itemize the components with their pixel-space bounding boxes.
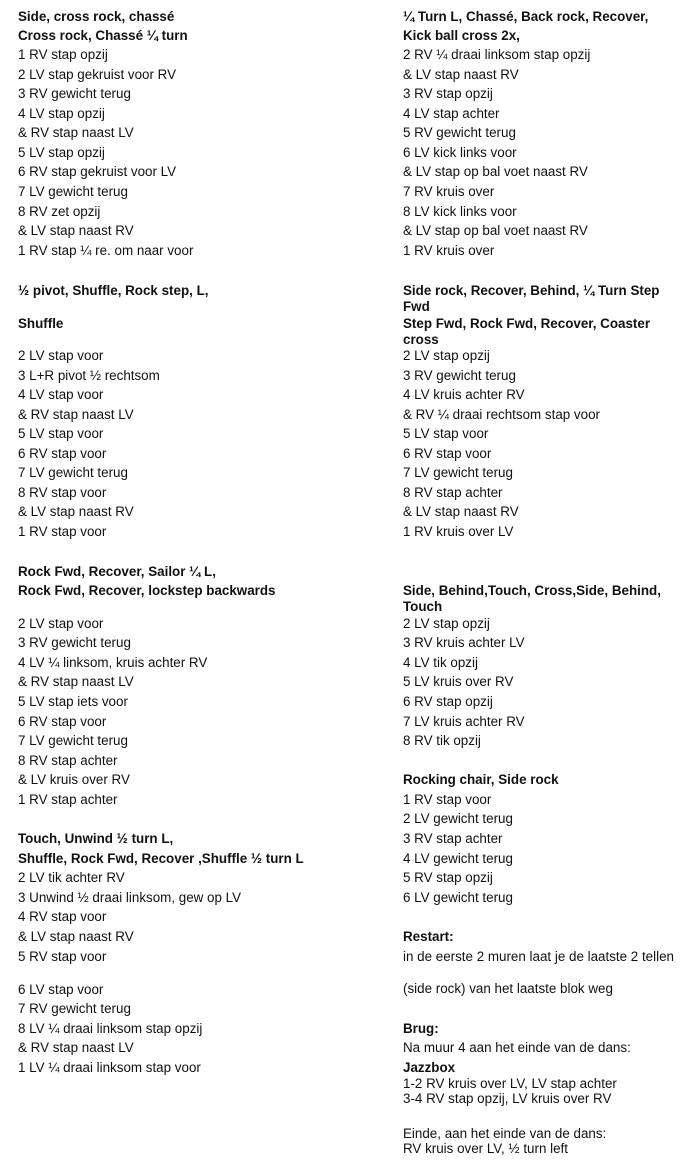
step-line: 4 LV stap opzij (18, 106, 105, 121)
step-line: 7 LV gewicht terug (18, 733, 128, 748)
restart-text: (side rock) van het laatste blok weg (403, 981, 613, 996)
step-line: 4 LV kruis achter RV (403, 387, 525, 402)
step-line: 4 LV stap voor (18, 387, 104, 402)
step-line: 5 LV stap iets voor (18, 694, 128, 709)
step-line: 6 RV stap gekruist voor LV (18, 164, 177, 179)
step-line: 8 LV kick links voor (403, 204, 517, 219)
brug-title: Brug: (403, 1021, 439, 1036)
step-line: 7 LV gewicht terug (403, 465, 513, 480)
step-line: 7 LV kruis achter RV (403, 714, 525, 729)
step-line: 3 Unwind ½ draai linksom, gew op LV (18, 890, 242, 905)
step-line: 1 RV kruis over LV (403, 524, 514, 539)
step-line: & LV stap naast RV (403, 67, 519, 82)
step-line: & LV stap naast RV (18, 223, 134, 238)
step-line: 5 LV kruis over RV (403, 674, 514, 689)
step-line: 5 LV stap voor (18, 426, 104, 441)
step-line: 5 RV stap opzij (403, 870, 493, 885)
step-line: 3 RV gewicht terug (403, 368, 516, 383)
step-line: 5 LV stap opzij (18, 145, 105, 160)
step-line: 2 LV stap voor (18, 348, 104, 363)
step-line: 6 RV stap opzij (403, 694, 493, 709)
step-line: 4 LV gewicht terug (403, 851, 513, 866)
section-title: Rock Fwd, Recover, lockstep backwards (18, 583, 276, 598)
step-line: 2 LV gewicht terug (403, 811, 513, 826)
step-line: & RV stap naast LV (18, 1040, 134, 1055)
step-line: 8 LV ¼ draai linksom stap opzij (18, 1021, 203, 1036)
step-line: 8 RV stap voor (18, 485, 107, 500)
step-line: 5 RV gewicht terug (403, 125, 516, 140)
step-line: 2 LV stap voor (18, 616, 104, 631)
step-line: & RV stap naast LV (18, 125, 134, 140)
section-title: Side, cross rock, chassé (18, 9, 175, 24)
step-line: 6 RV stap voor (403, 446, 492, 461)
step-line: 4 LV stap achter (403, 106, 500, 121)
step-line: 1 RV stap achter (18, 792, 118, 807)
step-line: 4 RV stap voor (18, 909, 107, 924)
step-line: & LV stap op bal voet naast RV (403, 223, 588, 238)
step-line: 1 RV stap opzij (18, 47, 108, 62)
step-line: 1 RV stap voor (18, 524, 107, 539)
step-line: & RV stap naast LV (18, 674, 134, 689)
step-line: & LV kruis over RV (18, 772, 130, 787)
step-line: 4 LV ¼ linksom, kruis achter RV (18, 655, 208, 670)
section-title: ½ pivot, Shuffle, Rock step, L, (18, 283, 209, 298)
step-line: 3-4 RV stap opzij, LV kruis over RV (403, 1091, 612, 1106)
section-title: Shuffle, Rock Fwd, Recover ,Shuffle ½ turn L (18, 851, 304, 866)
step-line: & LV stap naast RV (403, 504, 519, 519)
step-line: 8 RV stap achter (403, 485, 503, 500)
step-line: 7 RV gewicht terug (18, 1001, 131, 1016)
step-line: 8 RV tik opzij (403, 733, 481, 748)
step-line: 6 RV stap voor (18, 446, 107, 461)
step-line: 1 LV ¼ draai linksom stap voor (18, 1060, 201, 1075)
step-line: 2 LV stap opzij (403, 616, 490, 631)
step-line: 1 RV stap ¼ re. om naar voor (18, 243, 194, 258)
section-title: Step Fwd, Rock Fwd, Recover, Coaster cross (403, 316, 651, 347)
step-line: & RV stap naast LV (18, 407, 134, 422)
section-title: Cross rock, Chassé ¼ turn (18, 28, 188, 43)
step-line: 2 LV stap gekruist voor RV (18, 67, 177, 82)
step-line: 3 L+R pivot ½ rechtsom (18, 368, 160, 383)
step-line: 3 RV stap opzij (403, 86, 493, 101)
section-title: Touch, Unwind ½ turn L, (18, 831, 174, 846)
step-line: 2 RV ¼ draai linksom stap opzij (403, 47, 591, 62)
step-line: 3 RV kruis achter LV (403, 635, 525, 650)
step-line: 6 RV stap voor (18, 714, 107, 729)
step-line: 6 LV stap voor (18, 982, 104, 997)
brug-text: Na muur 4 aan het einde van de dans: (403, 1040, 631, 1055)
step-line: 1 RV stap voor (403, 792, 492, 807)
step-line: 7 LV gewicht terug (18, 184, 128, 199)
step-line: 8 RV stap achter (18, 753, 118, 768)
jazzbox-title: Jazzbox (403, 1060, 456, 1075)
step-line: 1-2 RV kruis over LV, LV stap achter (403, 1076, 617, 1091)
step-line: 8 RV zet opzij (18, 204, 101, 219)
section-title: Shuffle (18, 316, 64, 331)
einde-text: Einde, aan het einde van de dans: (403, 1126, 607, 1141)
step-line: & LV stap naast RV (18, 929, 134, 944)
step-line: 4 LV tik opzij (403, 655, 478, 670)
section-title: Rock Fwd, Recover, Sailor ¼ L, (18, 564, 216, 579)
step-line: 2 LV tik achter RV (18, 870, 125, 885)
step-line: 1 RV kruis over (403, 243, 495, 258)
section-title: Side, Behind,Touch, Cross,Side, Behind, Touch (403, 583, 661, 614)
step-line: 3 RV stap achter (403, 831, 503, 846)
step-line: 3 RV gewicht terug (18, 635, 131, 650)
step-line: & RV ¼ draai rechtsom stap voor (403, 407, 600, 422)
section-title: Rocking chair, Side rock (403, 772, 559, 787)
einde-text: RV kruis over LV, ½ turn left (403, 1141, 568, 1156)
restart-text: in de eerste 2 muren laat je de laatste 2 tellen (403, 949, 674, 964)
section-title: Kick ball cross 2x, (403, 28, 520, 43)
step-line: 6 LV kick links voor (403, 145, 517, 160)
step-line: 6 LV gewicht terug (403, 890, 513, 905)
section-title: ¼ Turn L, Chassé, Back rock, Recover, (403, 9, 649, 24)
step-line: 5 LV stap voor (403, 426, 489, 441)
step-line: 5 RV stap voor (18, 949, 107, 964)
step-line: 7 LV gewicht terug (18, 465, 128, 480)
section-title: Side rock, Recover, Behind, ¼ Turn Step Fwd (403, 283, 660, 314)
step-line: 3 RV gewicht terug (18, 86, 131, 101)
step-line: 2 LV stap opzij (403, 348, 490, 363)
step-line: & LV stap op bal voet naast RV (403, 164, 588, 179)
step-line: 7 RV kruis over (403, 184, 495, 199)
restart-title: Restart: (403, 929, 454, 944)
step-line: & LV stap naast RV (18, 504, 134, 519)
